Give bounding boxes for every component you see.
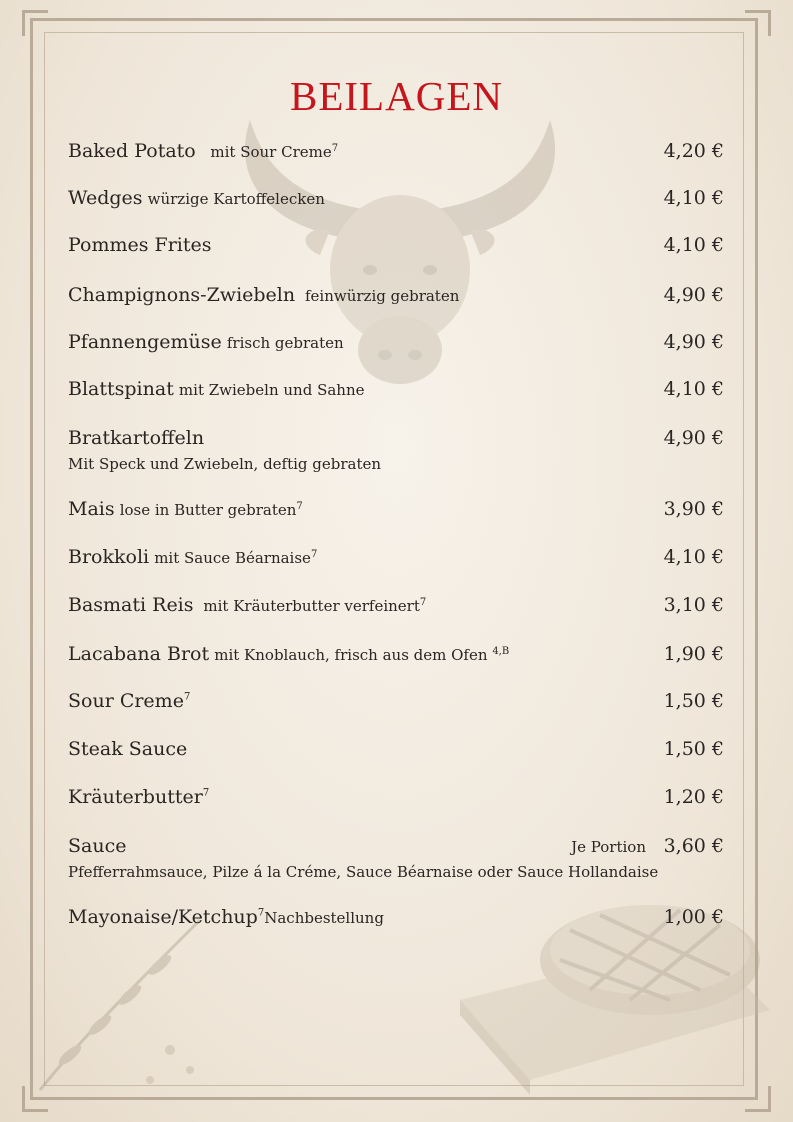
item-price: 1,90 € [663, 643, 724, 665]
item-name: Wedges [68, 187, 143, 209]
menu-item-bratkartoffeln [68, 427, 724, 473]
menu-item-mais [68, 498, 724, 524]
menu-item-mayonaise-ketchup [68, 906, 724, 932]
menu-item-champignons-zwiebeln [68, 284, 724, 310]
menu-item-baked-potato [68, 140, 724, 166]
item-name: Steak Sauce [68, 738, 188, 760]
item-name: Basmati Reis [68, 594, 194, 616]
item-description: mit Zwiebeln und Sahne [178, 381, 365, 399]
item-price: 4,10 € [663, 546, 724, 568]
item-price: 4,90 € [663, 284, 724, 306]
item-name: Pommes Frites [68, 234, 212, 256]
menu-item-basmati-reis [68, 594, 724, 620]
item-name: Brokkoli [68, 546, 150, 568]
item-price: 4,90 € [663, 427, 724, 449]
item-name: Blattspinat [68, 378, 174, 400]
item-price: 4,90 € [663, 331, 724, 353]
corner-ornament-top-left [22, 10, 48, 36]
item-name: Bratkartoffeln [68, 427, 205, 449]
item-name: Baked Potato [68, 140, 196, 162]
menu-item-kraeuterbutter [68, 786, 724, 812]
item-name: Pfannengemüse [68, 331, 222, 353]
item-description: mit Kräuterbutter verfeinert$^7$ [203, 597, 427, 615]
item-price: 4,10 € [663, 187, 724, 209]
item-price: 1,00 € [663, 906, 724, 928]
item-price: 1,20 € [663, 786, 724, 808]
item-name: Sour Creme$^7$ [68, 690, 191, 712]
item-description: mit Knoblauch, frisch aus dem Ofen $^{4,B}$ [214, 646, 510, 664]
menu-item-sauce [68, 835, 724, 881]
item-description: mit Sauce Béarnaise$^7$ [154, 549, 318, 567]
item-name: Sauce [68, 835, 127, 857]
item-description: würzige Kartoffelecken [147, 190, 325, 208]
portion-label: Je Portion [571, 838, 646, 856]
item-name: Champignons-Zwiebeln [68, 284, 296, 306]
item-name: Lacabana Brot [68, 643, 210, 665]
item-name: Mais [68, 498, 115, 520]
menu-item-pommes-frites [68, 234, 724, 260]
corner-ornament-top-right [745, 10, 771, 36]
menu-item-wedges [68, 187, 724, 213]
menu-item-steak-sauce [68, 738, 724, 764]
item-name: Mayonaise/Ketchup$^7$ [68, 906, 265, 928]
item-subline: Pfefferrahmsauce, Pilze á la Créme, Sauce Béarnaise oder Sauce Hollandaise [68, 863, 659, 881]
menu-item-sour-creme [68, 690, 724, 716]
item-description: mit Sour Creme$^7$ [210, 143, 339, 161]
item-subline: Mit Speck und Zwiebeln, deftig gebraten [68, 455, 382, 473]
menu-item-brokkoli [68, 546, 724, 572]
item-price: 3,90 € [663, 498, 724, 520]
item-price: 4,20 € [663, 140, 724, 162]
item-price: 1,50 € [663, 738, 724, 760]
item-description: frisch gebraten [226, 334, 344, 352]
item-description: lose in Butter gebraten$^7$ [119, 501, 303, 519]
item-price: 1,50 € [663, 690, 724, 712]
item-price: 3,10 € [663, 594, 724, 616]
item-price: 3,60 € [663, 835, 724, 857]
menu-item-pfannengemuese [68, 331, 724, 357]
menu-heading: BEILAGEN [290, 73, 503, 119]
menu-item-blattspinat [68, 378, 724, 404]
item-name: Kräuterbutter$^7$ [68, 786, 210, 808]
item-price: 4,10 € [663, 234, 724, 256]
item-description: Nachbestellung [264, 909, 384, 927]
item-description: feinwürzig gebraten [304, 287, 460, 305]
item-price: 4,10 € [663, 378, 724, 400]
menu-item-lacabana-brot [68, 643, 724, 669]
